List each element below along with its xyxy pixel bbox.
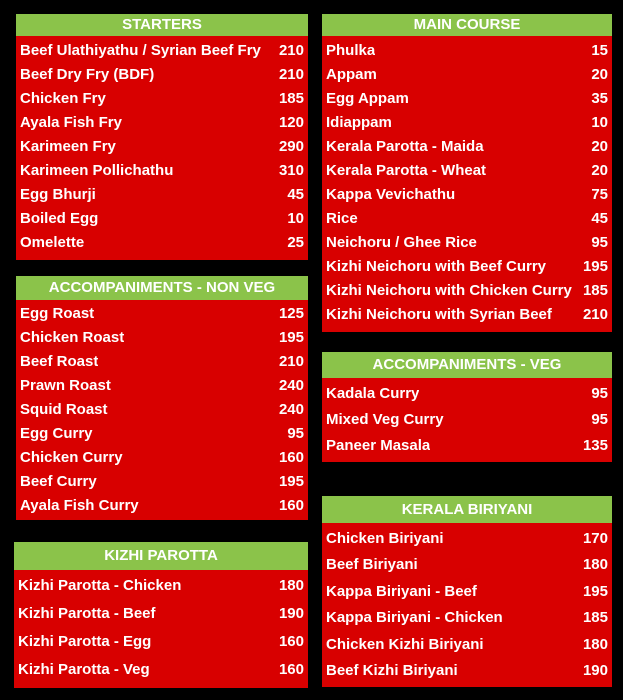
menu-item-name: Kerala Parotta - Maida (326, 137, 484, 155)
menu-item-name: Karimeen Fry (20, 137, 116, 155)
section-title: ACCOMPANIMENTS - NON VEG (16, 276, 308, 300)
menu-item (16, 469, 308, 493)
menu-item-name: Chicken Curry (20, 448, 123, 466)
menu-item (16, 38, 308, 62)
menu-item (16, 86, 308, 110)
menu-item-name: Egg Appam (326, 89, 409, 107)
menu-item (322, 525, 612, 552)
menu-item (16, 134, 308, 158)
section-main-course (322, 14, 612, 332)
menu-item-name: Kizhi Parotta - Beef (18, 604, 156, 622)
menu-item-price: 195 (582, 582, 608, 600)
menu-item-price: 160 (278, 660, 304, 678)
menu-item (16, 397, 308, 421)
menu-item-price: 210 (278, 65, 304, 83)
menu-item (322, 38, 612, 62)
menu-item-price: 125 (278, 304, 304, 322)
menu-item (322, 158, 612, 182)
menu-item (322, 406, 612, 432)
menu-item-price: 240 (278, 400, 304, 418)
menu-item (16, 230, 308, 254)
menu-item (16, 373, 308, 397)
menu-item-name: Kizhi Parotta - Veg (18, 660, 150, 678)
section-kerala-biriyani (322, 496, 612, 687)
menu-item-name: Kizhi Neichoru with Beef Curry (326, 257, 547, 275)
menu-item-price: 210 (582, 305, 608, 323)
section-title: KERALA BIRIYANI (322, 496, 612, 523)
menu-item-name: Chicken Biriyani (326, 529, 444, 547)
menu-item-name: Appam (326, 65, 377, 83)
menu-item (322, 432, 612, 458)
menu-item (322, 380, 612, 406)
menu-item-price: 210 (278, 41, 304, 59)
menu-item-price: 180 (582, 635, 608, 653)
menu-item-name: Kizhi Neichoru with Syrian Beef (326, 305, 552, 323)
menu-item (14, 571, 308, 599)
menu-item-price: 10 (287, 209, 304, 227)
menu-item-price: 195 (278, 472, 304, 490)
menu-item-name: Chicken Kizhi Biriyani (326, 635, 484, 653)
menu-item-price: 160 (278, 496, 304, 514)
menu-item (322, 134, 612, 158)
menu-item-name: Paneer Masala (326, 436, 431, 454)
menu-item (322, 278, 612, 302)
menu-item (16, 158, 308, 182)
menu-item-name: Beef Roast (20, 352, 99, 370)
menu-item-name: Prawn Roast (20, 376, 111, 394)
menu-item (322, 302, 612, 326)
menu-item-price: 170 (582, 529, 608, 547)
menu-item-price: 25 (287, 233, 304, 251)
menu-item-name: Neichoru / Ghee Rice (326, 233, 477, 251)
menu-item-price: 240 (278, 376, 304, 394)
menu-item (322, 206, 612, 230)
menu-item-name: Kappa Biriyani - Chicken (326, 609, 503, 627)
menu-item (322, 631, 612, 658)
menu-item-price: 160 (278, 632, 304, 650)
section-starters (16, 14, 308, 260)
menu-item-name: Mixed Veg Curry (326, 410, 444, 428)
menu-item-price: 20 (591, 161, 608, 179)
menu-item-name: Kizhi Parotta - Egg (18, 632, 152, 650)
section-title: MAIN COURSE (322, 14, 612, 36)
menu-item-name: Beef Curry (20, 472, 97, 490)
menu-item-price: 15 (591, 41, 608, 59)
menu-item (322, 86, 612, 110)
menu-item-name: Phulka (326, 41, 376, 59)
section-title: KIZHI PAROTTA (14, 542, 308, 570)
menu-item (322, 578, 612, 605)
menu-item-name: Rice (326, 209, 358, 227)
menu-item (322, 552, 612, 579)
menu-item-name: Beef Kizhi Biriyani (326, 662, 458, 680)
menu-item (322, 658, 612, 685)
section-kizhi-parotta (14, 542, 308, 688)
section-items (14, 570, 308, 688)
menu-item-price: 95 (591, 410, 608, 428)
section-title: ACCOMPANIMENTS - VEG (322, 352, 612, 378)
menu-item (14, 627, 308, 655)
section-accompaniments-veg (322, 352, 612, 462)
menu-item-price: 310 (278, 161, 304, 179)
menu-item-name: Boiled Egg (20, 209, 99, 227)
menu-item-price: 160 (278, 448, 304, 466)
menu-item-name: Beef Ulathiyathu / Syrian Beef Fry (20, 41, 261, 59)
menu-item-name: Egg Curry (20, 424, 93, 442)
menu-item-price: 120 (278, 113, 304, 131)
menu-item (322, 182, 612, 206)
menu-item-price: 190 (582, 662, 608, 680)
menu-item-name: Idiappam (326, 113, 392, 131)
section-accompaniments-non-veg (16, 276, 308, 520)
menu-item-price: 10 (591, 113, 608, 131)
menu-item (16, 110, 308, 134)
menu-item-name: Beef Dry Fry (BDF) (20, 65, 155, 83)
menu-item-price: 20 (591, 137, 608, 155)
menu-item (14, 655, 308, 683)
menu-item (14, 599, 308, 627)
menu-item-price: 185 (582, 281, 608, 299)
menu-item (322, 605, 612, 632)
menu-item-price: 20 (591, 65, 608, 83)
menu-item-price: 95 (287, 424, 304, 442)
menu-item-name: Kizhi Parotta - Chicken (18, 576, 182, 594)
menu-item-name: Ayala Fish Curry (20, 496, 139, 514)
menu-item (16, 206, 308, 230)
menu-item-price: 95 (591, 233, 608, 251)
menu-item (16, 421, 308, 445)
menu-item-price: 35 (591, 89, 608, 107)
menu-item (322, 110, 612, 134)
section-items (322, 378, 612, 462)
menu-item-name: Karimeen Pollichathu (20, 161, 174, 179)
menu-item-price: 195 (582, 257, 608, 275)
menu-item (16, 301, 308, 325)
menu-item-name: Kappa Vevichathu (326, 185, 456, 203)
menu-item-price: 95 (591, 384, 608, 402)
menu-item (16, 62, 308, 86)
section-items (322, 36, 612, 332)
menu-item (16, 493, 308, 517)
menu-item (16, 182, 308, 206)
menu-item-name: Chicken Roast (20, 328, 125, 346)
menu-item (16, 325, 308, 349)
menu-item (322, 62, 612, 86)
section-items (16, 36, 308, 260)
menu-item-name: Egg Roast (20, 304, 95, 322)
menu-item-price: 185 (278, 89, 304, 107)
menu-item-name: Kappa Biriyani - Beef (326, 582, 477, 600)
menu-item-name: Kadala Curry (326, 384, 420, 402)
menu-item-name: Chicken Fry (20, 89, 106, 107)
menu-item (322, 254, 612, 278)
menu-item-name: Kerala Parotta - Wheat (326, 161, 487, 179)
section-items (16, 300, 308, 520)
menu-item-price: 180 (278, 576, 304, 594)
menu-item-name: Beef Biriyani (326, 556, 418, 574)
menu-item-price: 210 (278, 352, 304, 370)
menu-item (16, 445, 308, 469)
menu-item (16, 349, 308, 373)
menu-item-price: 290 (278, 137, 304, 155)
menu-item-name: Egg Bhurji (20, 185, 96, 203)
section-items (322, 523, 612, 687)
menu-item-price: 45 (591, 209, 608, 227)
menu-item-name: Omelette (20, 233, 85, 251)
menu-item-price: 75 (591, 185, 608, 203)
menu-item-price: 45 (287, 185, 304, 203)
menu-item-price: 185 (582, 609, 608, 627)
section-title: STARTERS (16, 14, 308, 36)
menu-item (322, 230, 612, 254)
menu-item-price: 195 (278, 328, 304, 346)
menu-item-name: Ayala Fish Fry (20, 113, 122, 131)
menu-item-price: 190 (278, 604, 304, 622)
menu-item-price: 180 (582, 556, 608, 574)
menu-item-name: Kizhi Neichoru with Chicken Curry (326, 281, 572, 299)
menu-item-name: Squid Roast (20, 400, 108, 418)
menu-item-price: 135 (582, 436, 608, 454)
